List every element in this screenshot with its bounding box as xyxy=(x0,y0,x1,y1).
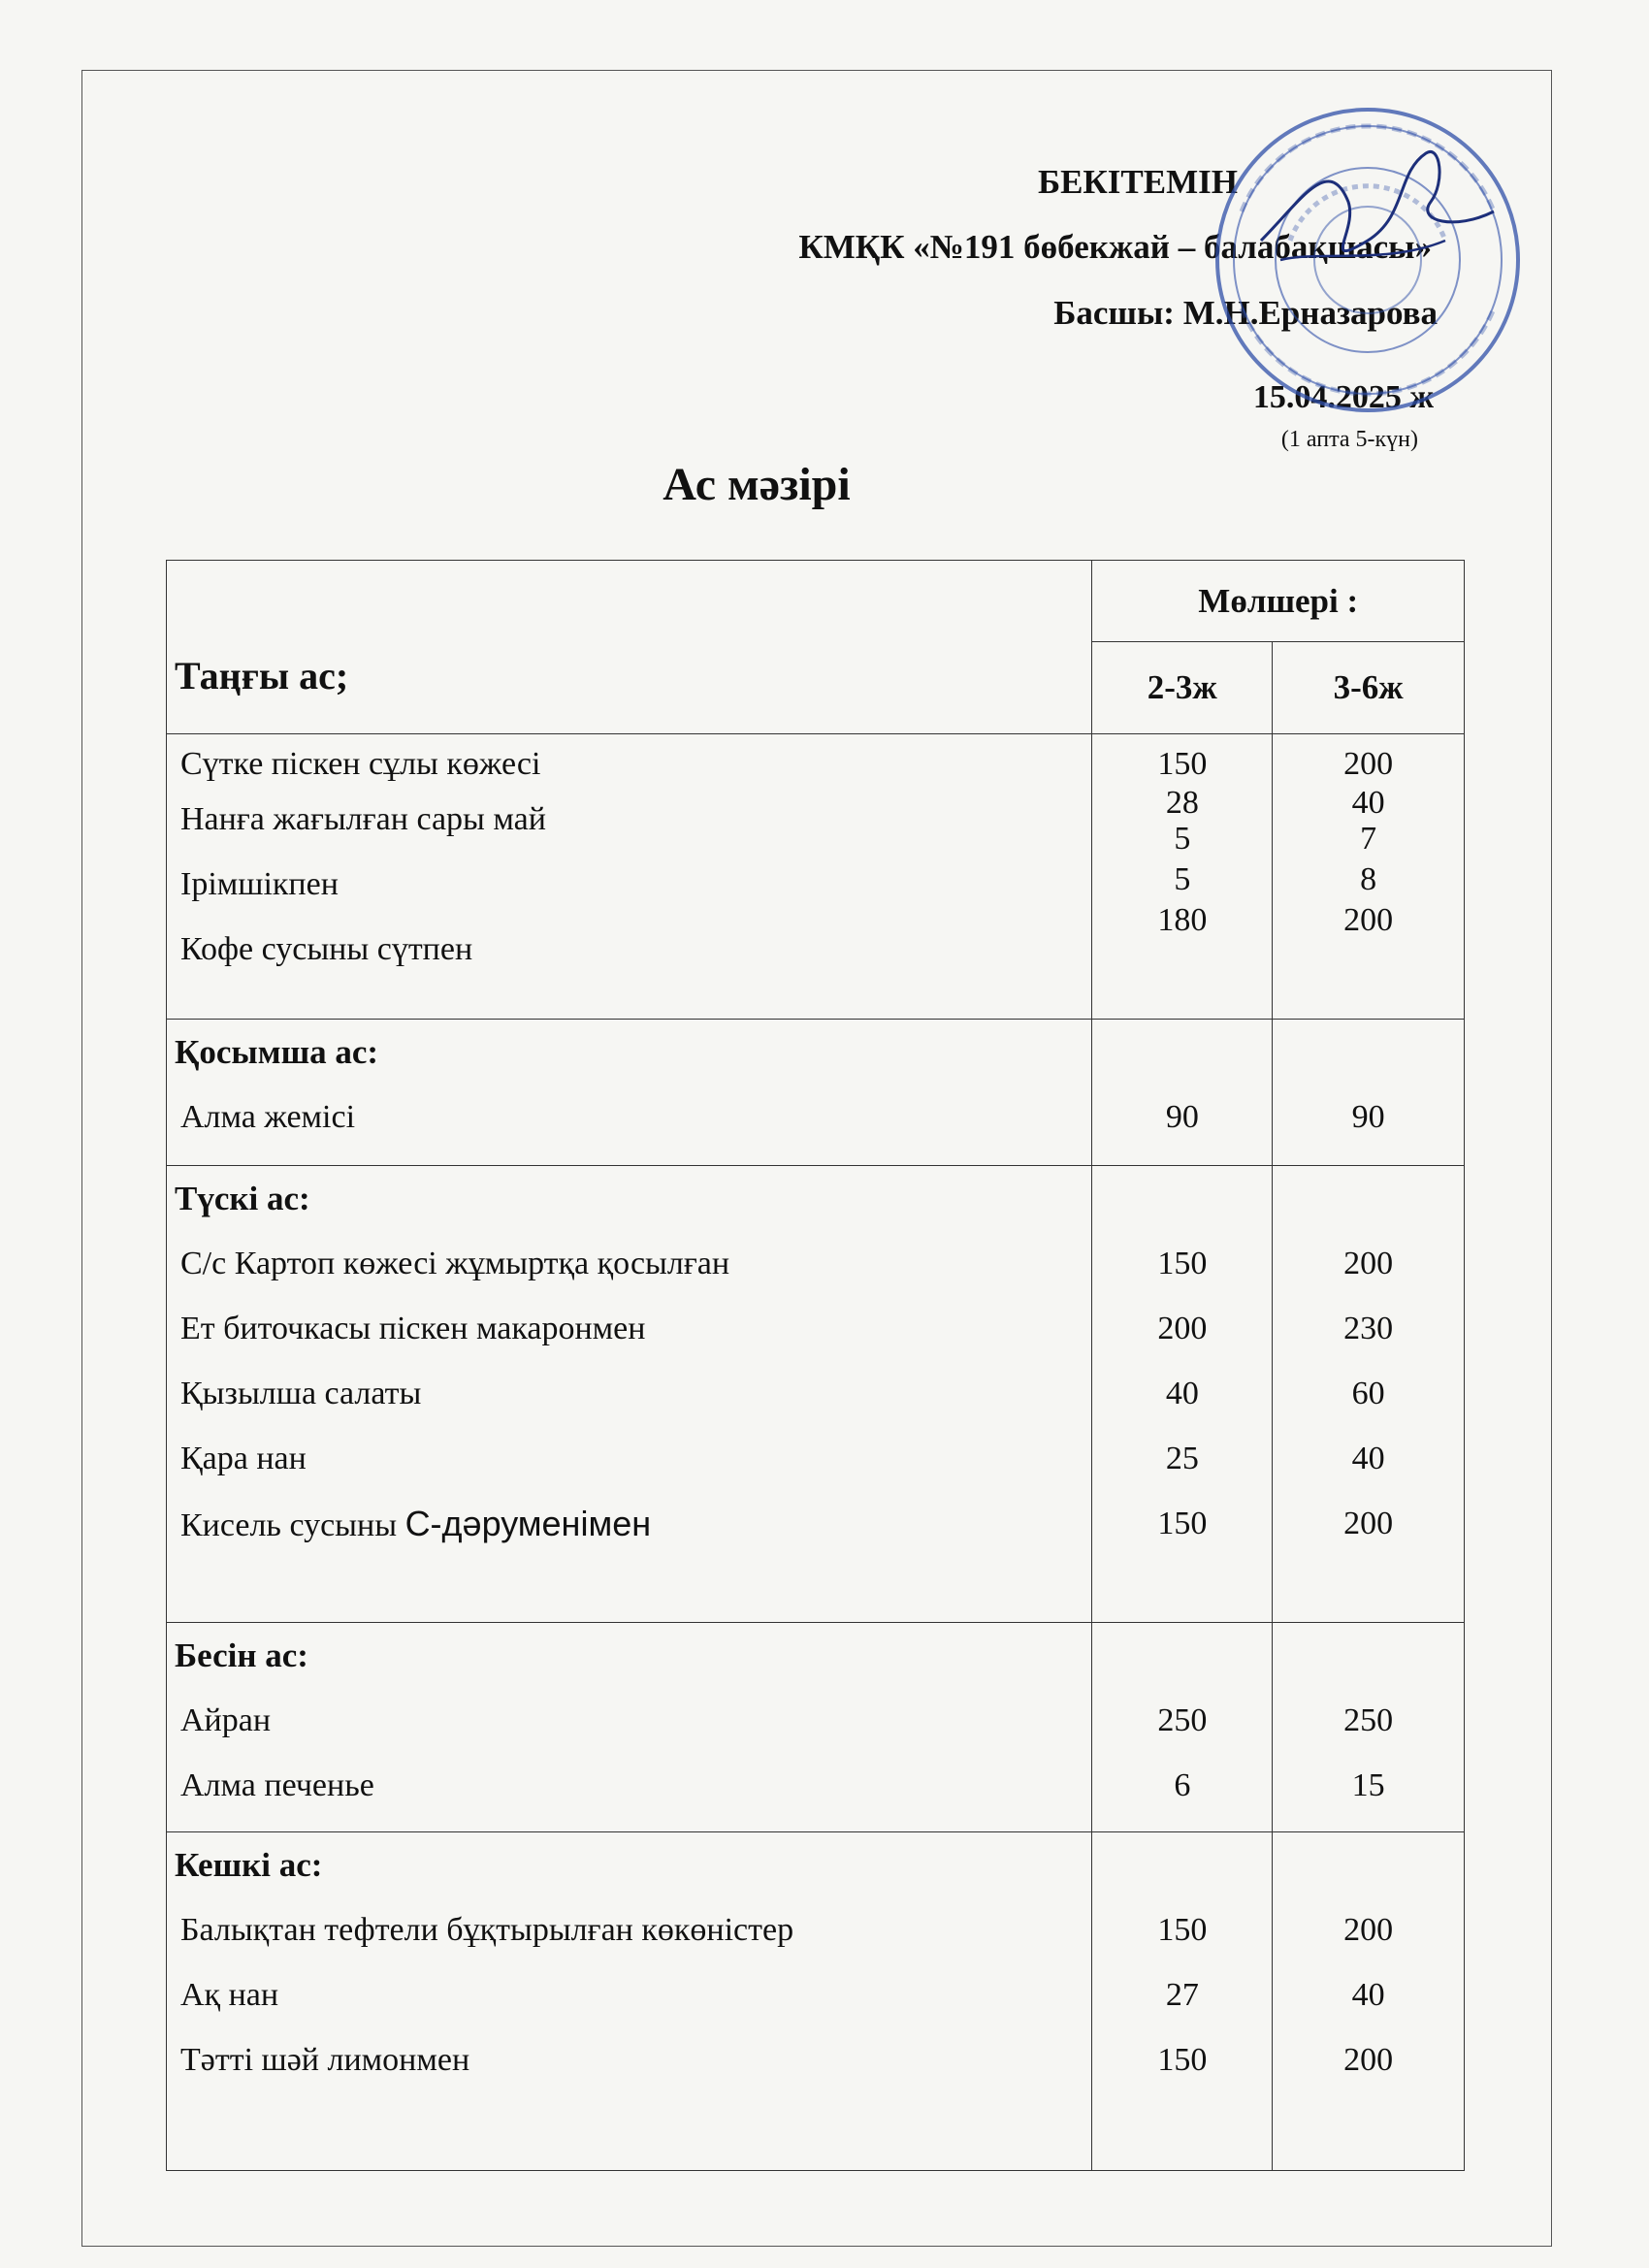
lunch-section xyxy=(167,1166,1465,1623)
amount-header: Мөлшері : xyxy=(1092,561,1465,642)
amount-value: 60 xyxy=(1351,1376,1385,1411)
menu-item: Ет биточкасы піскен макаронмен xyxy=(180,1311,646,1346)
age-group-2-3: 2-3ж xyxy=(1092,642,1273,734)
section-title: Кешкі ас: xyxy=(175,1846,323,1884)
menu-item: Тәтті шәй лимонмен xyxy=(180,2042,470,2078)
afternoon-snack-section xyxy=(167,1623,1465,1832)
menu-item: Алма печенье xyxy=(180,1767,374,1803)
menu-item: Балықтан тефтели бұқтырылған көкөністер xyxy=(180,1912,794,1948)
amount-value: 5 xyxy=(1174,821,1191,857)
menu-item: Қызылша салаты xyxy=(180,1376,422,1411)
menu-item: Сүтке піскен сұлы көжесі xyxy=(180,746,541,782)
amount-value: 150 xyxy=(1157,2042,1208,2078)
amount-value: 200 xyxy=(1343,1506,1394,1541)
amount-value: 40 xyxy=(1351,1441,1385,1476)
amount-value: 200 xyxy=(1343,746,1394,782)
amount-value: 150 xyxy=(1157,1246,1208,1281)
amount-value: 40 xyxy=(1351,1977,1385,2013)
menu-item: С/с Картоп көжесі жұмыртқа қосылған xyxy=(180,1246,730,1281)
breakfast-section xyxy=(167,734,1465,1020)
menu-item xyxy=(167,1491,1091,1556)
amount-value: 250 xyxy=(1343,1702,1394,1738)
menu-item: Кофе сусыны сүтпен xyxy=(180,931,473,967)
official-stamp-icon xyxy=(1203,95,1533,425)
breakfast-header: Таңғы ас; xyxy=(167,561,1092,734)
amount-value: 200 xyxy=(1343,2042,1394,2078)
menu-item: Қара нан xyxy=(180,1441,307,1476)
dinner-section xyxy=(167,1832,1465,2171)
amount-value: 180 xyxy=(1157,902,1208,938)
amount-value: 90 xyxy=(1165,1099,1199,1135)
page-title: Ас мәзірі xyxy=(663,459,851,510)
section-title: Қосымша ас: xyxy=(175,1033,379,1071)
snack-section xyxy=(167,1020,1465,1166)
director-name: Басшы: М.Н.Ерназарова xyxy=(1053,294,1438,332)
amount-value: 90 xyxy=(1351,1099,1385,1135)
amount-value: 40 xyxy=(1165,1376,1199,1411)
amount-value: 40 xyxy=(1351,785,1385,821)
amount-value: 7 xyxy=(1360,821,1377,857)
amount-value: 6 xyxy=(1174,1767,1191,1803)
menu-item: Ақ нан xyxy=(180,1977,279,2013)
amount-value: 200 xyxy=(1157,1311,1208,1346)
menu-item: Нанға жағылған сары май xyxy=(180,801,546,837)
amount-value: 200 xyxy=(1343,1912,1394,1948)
organization-name: КМҚК «№191 бөбекжай – балабақшасы» xyxy=(798,228,1432,266)
amount-value: 150 xyxy=(1157,1912,1208,1948)
menu-item-name: Кисель сусыны xyxy=(180,1507,405,1543)
menu-item: Айран xyxy=(180,1702,272,1738)
menu-item-name-tail: С-дәруменімен xyxy=(404,1504,652,1543)
amount-value: 5 xyxy=(1174,861,1191,897)
menu-item: Ірімшікпен xyxy=(180,866,339,902)
menu-item: Алма жемісі xyxy=(180,1099,356,1135)
amount-value: 28 xyxy=(1165,785,1199,821)
menu-table xyxy=(166,560,1465,2171)
amount-value: 200 xyxy=(1343,1246,1394,1281)
approval-date: 15.04.2025 ж xyxy=(1252,379,1434,415)
amount-value: 250 xyxy=(1157,1702,1208,1738)
amount-value: 200 xyxy=(1343,902,1394,938)
approval-heading: БЕКІТЕМІН xyxy=(1037,163,1238,201)
amount-value: 230 xyxy=(1343,1311,1394,1346)
amount-value: 150 xyxy=(1157,1506,1208,1541)
amount-value: 25 xyxy=(1165,1441,1199,1476)
amount-value: 15 xyxy=(1351,1767,1385,1803)
section-title: Түскі ас: xyxy=(175,1180,310,1217)
section-title: Бесін ас: xyxy=(175,1636,308,1674)
age-group-3-6: 3-6ж xyxy=(1273,642,1465,734)
amount-value: 150 xyxy=(1157,746,1208,782)
week-day-note: (1 апта 5-күн) xyxy=(1280,427,1418,452)
amount-value: 8 xyxy=(1360,861,1377,897)
amount-value: 27 xyxy=(1165,1977,1199,2013)
